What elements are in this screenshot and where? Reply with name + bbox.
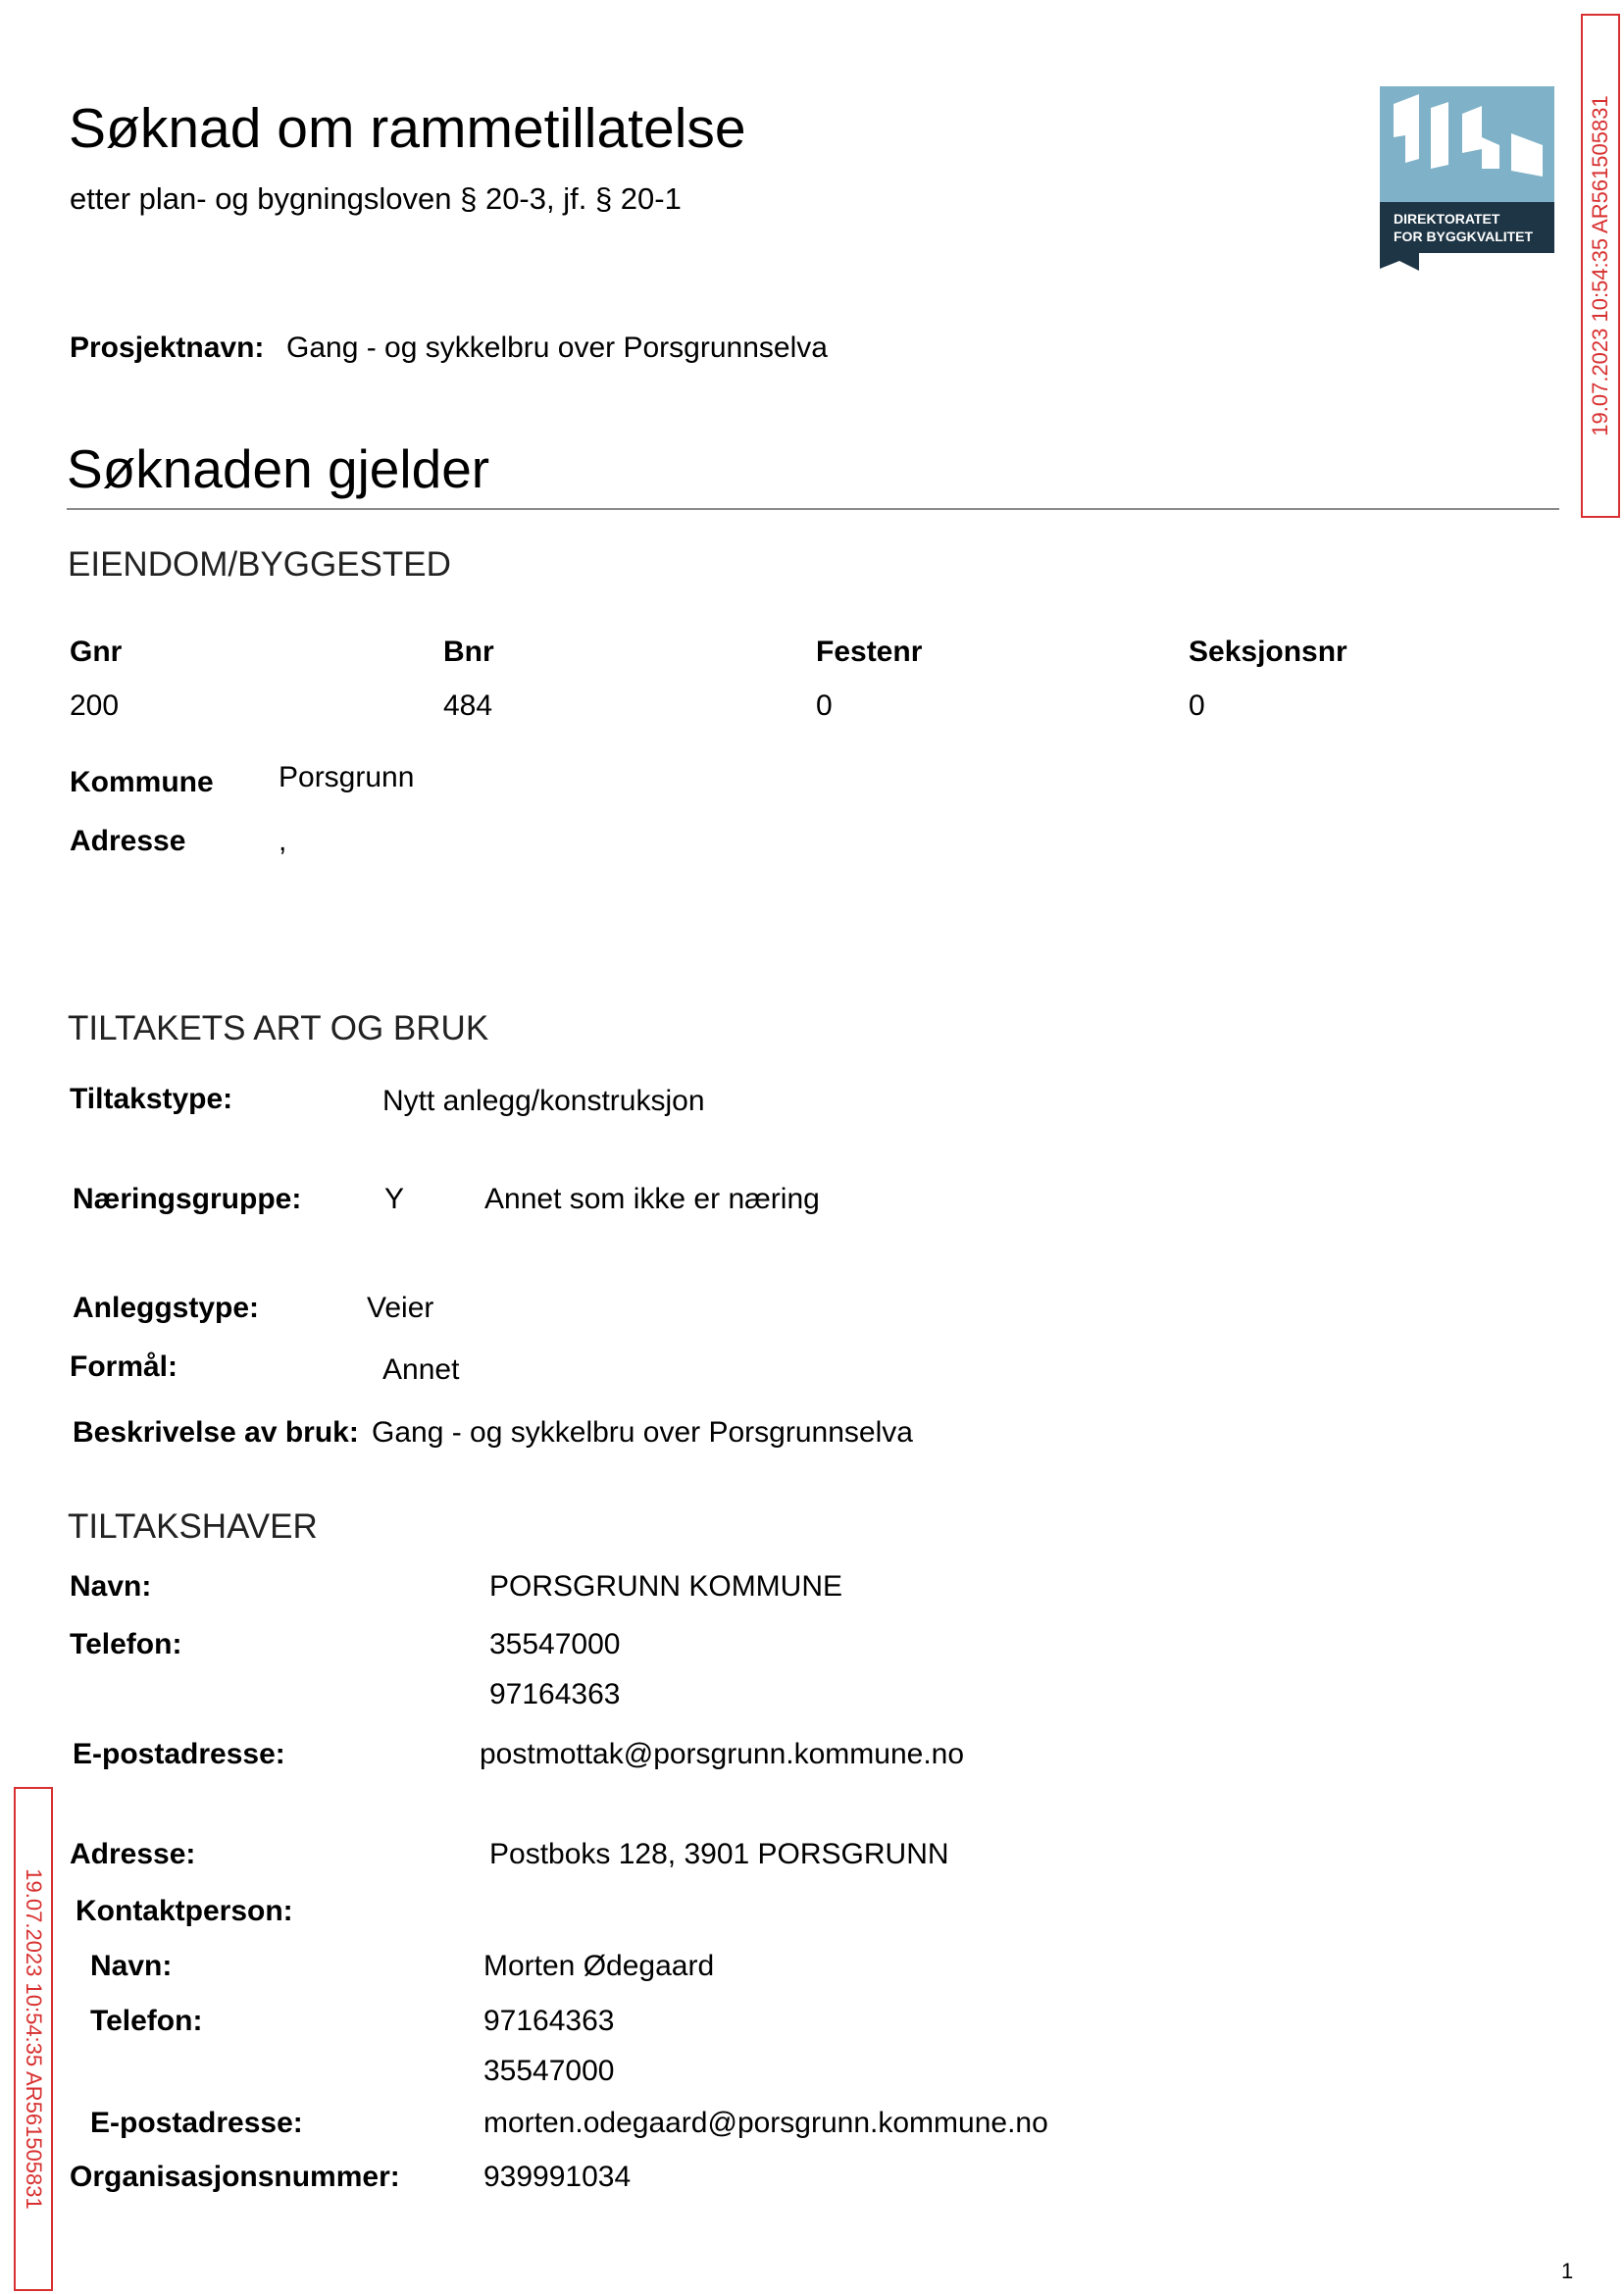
project-value: Gang - og sykkelbru over Porsgrunnselva xyxy=(286,331,828,364)
kommune-value: Porsgrunn xyxy=(279,761,415,793)
anleggstype-value: Veier xyxy=(367,1292,434,1324)
tiltakshaver-heading: TILTAKSHAVER xyxy=(68,1507,318,1546)
formal-label: Formål: xyxy=(70,1351,178,1383)
telefon-label: Telefon: xyxy=(70,1628,182,1660)
kontakt-epost-label: E-postadresse: xyxy=(90,2107,303,2139)
kontakt-epost-value: morten.odegaard@porsgrunn.kommune.no xyxy=(483,2107,1048,2139)
divider xyxy=(67,508,1559,510)
gnr-value: 200 xyxy=(70,689,120,722)
kontaktperson-label: Kontaktperson: xyxy=(76,1895,293,1927)
orgnr-value: 939991034 xyxy=(483,2161,632,2193)
logo-text-1: DIREKTORATET xyxy=(1394,211,1500,227)
logo-text-2: FOR BYGGKVALITET xyxy=(1394,229,1534,244)
page-number: 1 xyxy=(1561,2259,1574,2283)
naeringsgruppe-label: Næringsgruppe: xyxy=(73,1183,302,1215)
bnr-label: Bnr xyxy=(443,636,494,668)
project-label: Prosjektnavn: xyxy=(70,331,265,364)
seksjonsnr-label: Seksjonsnr xyxy=(1189,636,1347,668)
adresse-value: , xyxy=(279,825,287,857)
formal-value: Annet xyxy=(382,1353,460,1386)
adresse-value: Postboks 128, 3901 PORSGRUNN xyxy=(489,1838,949,1870)
kontakt-telefon-value-1: 97164363 xyxy=(483,2005,615,2037)
adresse-label: Adresse xyxy=(70,825,186,857)
stamp-text: 19.07.2023 10:54:35 AR561505831 xyxy=(1588,95,1612,436)
anleggstype-label: Anleggstype: xyxy=(73,1292,260,1324)
navn-value: PORSGRUNN KOMMUNE xyxy=(489,1570,843,1603)
stamp-text: 19.07.2023 10:54:35 AR561505831 xyxy=(22,1868,46,2210)
gnr-label: Gnr xyxy=(70,636,123,668)
document-subtitle: etter plan- og bygningsloven § 20-3, jf. § 20-1 xyxy=(70,181,682,216)
kontakt-telefon-label: Telefon: xyxy=(90,2005,203,2037)
kontakt-telefon-value-2: 35547000 xyxy=(483,2055,615,2087)
tiltak-heading: TILTAKETS ART OG BRUK xyxy=(68,1009,489,1047)
kontakt-navn-value: Morten Ødegaard xyxy=(483,1950,715,1982)
telefon-value-1: 35547000 xyxy=(489,1628,621,1660)
navn-label: Navn: xyxy=(70,1570,152,1603)
kontakt-navn-label: Navn: xyxy=(90,1950,173,1982)
adresse-label: Adresse: xyxy=(70,1838,196,1870)
seksjonsnr-value: 0 xyxy=(1189,689,1205,722)
festenr-value: 0 xyxy=(816,689,833,722)
telefon-value-2: 97164363 xyxy=(489,1678,621,1710)
bnr-value: 484 xyxy=(443,689,493,722)
timestamp-stamp-bottom xyxy=(14,1787,53,2291)
orgnr-label: Organisasjonsnummer: xyxy=(70,2161,400,2193)
section-heading: Søknaden gjelder xyxy=(67,438,490,499)
tiltakstype-label: Tiltakstype: xyxy=(70,1083,233,1115)
beskrivelse-label: Beskrivelse av bruk: xyxy=(73,1416,359,1449)
epost-label: E-postadresse: xyxy=(73,1738,285,1770)
kommune-label: Kommune xyxy=(70,766,214,798)
naeringsgruppe-value: Annet som ikke er næring xyxy=(484,1183,820,1215)
document-title: Søknad om rammetillatelse xyxy=(69,97,746,160)
epost-value: postmottak@porsgrunn.kommune.no xyxy=(480,1738,965,1770)
beskrivelse-value: Gang - og sykkelbru over Porsgrunnselva xyxy=(372,1416,913,1449)
eiendom-heading: EIENDOM/BYGGESTED xyxy=(68,545,451,584)
timestamp-stamp-top xyxy=(1581,14,1620,518)
dibk-logo xyxy=(1380,86,1554,275)
tiltakstype-value: Nytt anlegg/konstruksjon xyxy=(382,1085,705,1117)
festenr-label: Festenr xyxy=(816,636,923,668)
naeringsgruppe-code: Y xyxy=(384,1183,405,1215)
